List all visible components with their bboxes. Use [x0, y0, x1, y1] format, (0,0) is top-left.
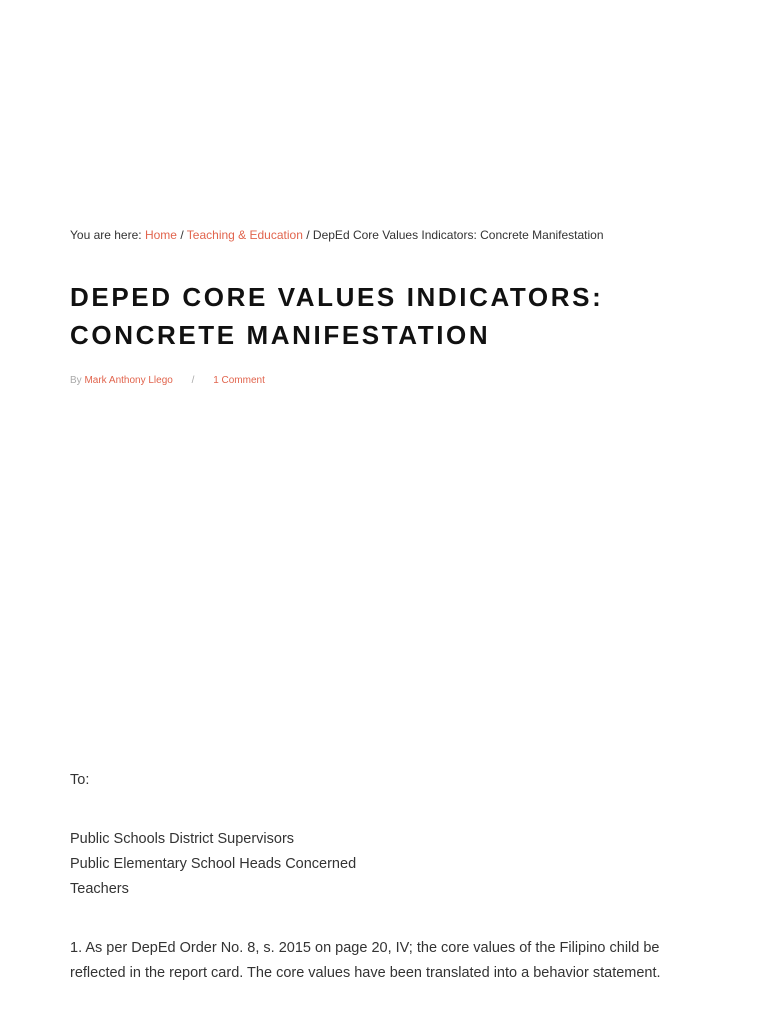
page-title: DEPED CORE VALUES INDICATORS: CONCRETE MANIFESTATION	[70, 282, 604, 350]
ad-placeholder	[70, 388, 710, 768]
recipient-list	[70, 827, 710, 902]
author-link[interactable]: Mark Anthony Llego	[84, 375, 173, 386]
breadcrumb-current: DepEd Core Values Indicators: Concrete Manifestation	[312, 228, 604, 242]
to-label: To:	[70, 772, 90, 788]
recipient-item: Public Elementary School Heads Concerned	[70, 856, 357, 872]
article-body	[70, 768, 710, 986]
comments-link[interactable]: 1 Comment	[213, 375, 265, 386]
by-label: By	[70, 375, 82, 386]
breadcrumb-separator: /	[180, 228, 184, 242]
breadcrumb-separator: /	[306, 228, 310, 242]
breadcrumb-prefix: You are here:	[70, 228, 142, 242]
post-meta	[70, 374, 710, 388]
recipient-item: Teachers	[70, 881, 129, 897]
breadcrumb-category-link[interactable]: Teaching & Education	[186, 228, 303, 242]
breadcrumb-home-link[interactable]: Home	[144, 228, 177, 242]
recipient-item: Public Schools District Supervisors	[70, 831, 295, 847]
meta-divider: /	[191, 375, 195, 386]
main-content	[70, 226, 710, 1020]
paragraph-1: 1. As per DepEd Order No. 8, s. 2015 on page 20, IV; the core values of the Filipino child be reflected in the report card. The core values have been translated into a behavior statement.	[70, 940, 661, 981]
breadcrumb	[70, 226, 710, 244]
